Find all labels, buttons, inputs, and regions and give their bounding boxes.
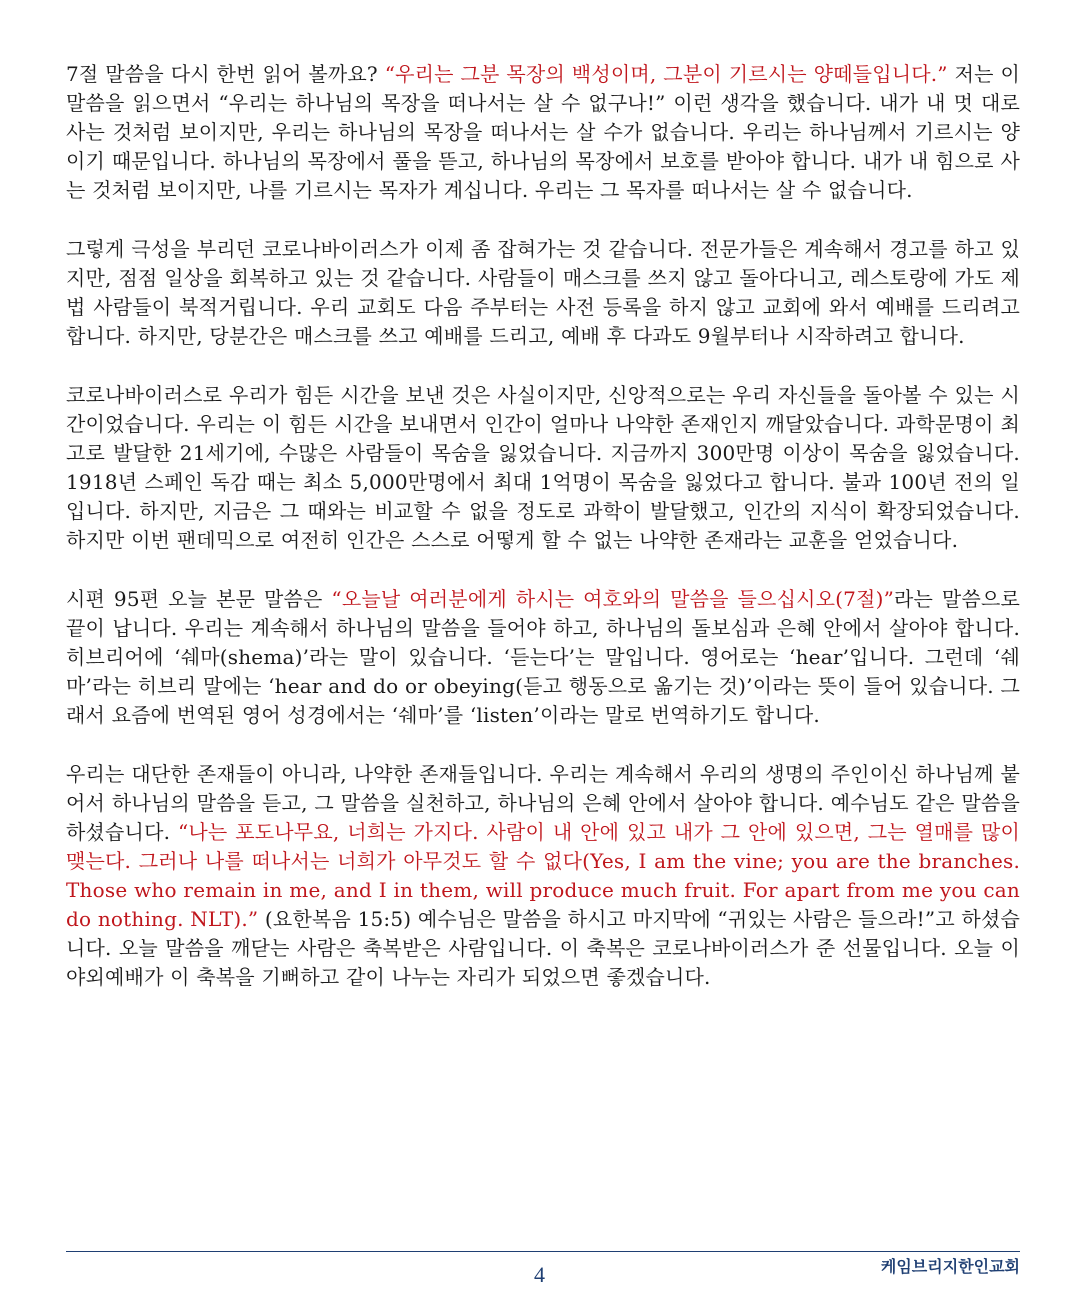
paragraph-4 [66,585,1020,730]
paragraph-text: (요한복음 15:5) 예수님은 말씀을 하시고 마지막에 “귀있는 사람은 들으라!”고 하셨습니다. 오늘 말씀을 깨닫는 사람은 축복받은 사람입니다. 이 축복은 코로나바이러스가 준 선물입니다. 오늘 이 야외예배가 이 축복을 기뻐하고 같이 나누는 자리가 되었으면 좋겠습니다. [66,907,1020,989]
paragraph-text: 그렇게 극성을 부리던 코로나바이러스가 이제 좀 잡혀가는 것 같습니다. 전문가들은 계속해서 경고를 하고 있지만, 점점 일상을 회복하고 있는 것 같습니다. 사람들이 매스크를 쓰지 않고 돌아다니고, 레스토랑에 가도 제법 사람들이 북적거립니다. 우리 교회도 다음 주부터는 사전 등록을 하지 않고 교회에 와서 예배를 드리려고 합니다. 하지만, 당분간은 매스크를 쓰고 예배를 드리고, 예배 후 다과도 9월부터나 시작하려고 합니다. [66,237,1020,348]
paragraph-text: 코로나바이러스로 우리가 힘든 시간을 보낸 것은 사실이지만, 신앙적으로는 우리 자신들을 돌아볼 수 있는 시간이었습니다. 우리는 이 힘든 시간을 보내면서 인간이 얼마나 나약한 존재인지 깨달았습니다. 과학문명이 최고로 발달한 21세기에, 수많은 사람들이 목숨을 잃었습니다. 지금까지 300만명 이상이 목숨을 잃었습니다. 1918년 스페인 독감 때는 최소 5,000만명에서 최대 1억명이 목숨을 잃었다고 합니다. 불과 100년 전의 일입니다. 하지만, 지금은 그 때와는 비교할 수 없을 정도로 과학이 발달했고, 인간의 지식이 확장되었습니다. 하지만 이번 팬데믹으로 여전히 인간은 스스로 어떻게 할 수 없는 나약한 존재라는 교훈을 얻었습니다. [66,383,1020,552]
scripture-quote: “오늘날 여러분에게 하시는 여호와의 말씀을 들으십시오(7절)” [331,587,895,611]
paragraph-text: 저는 이 말씀을 읽으면서 “우리는 하나님의 목장을 떠나서는 살 수 없구나!” 이런 생각을 했습니다. 내가 내 멋 대로 사는 것처럼 보이지만, 우리는 하나님의 목장을 떠나서는 살 수가 없습니다. 우리는 하나님께서 기르시는 양이기 때문입니다. 하나님의 목장에서 풀을 뜯고, 하나님의 목장에서 보호를 받아야 합니다. 내가 내 힘으로 사는 것처럼 보이지만, 나를 기르시는 목자가 계십니다. 우리는 그 목자를 떠나서는 살 수 없습니다. [66,62,1020,202]
document-body [66,60,1020,1022]
paragraph-text: 우리는 대단한 존재들이 아니라, 나약한 존재들입니다. 우리는 계속해서 우리의 생명의 주인이신 하나님께 붙어서 하나님의 말씀을 듣고, 그 말씀을 실천하고, 하나님의 은혜 안에서 살아야 합니다. 예수님도 같은 말씀을 하셨습니다. [66,762,1020,844]
paragraph-5 [66,760,1020,992]
scripture-quote: “우리는 그분 목장의 백성이며, 그분이 기르시는 양떼들입니다.” [384,62,948,86]
paragraph-text: 라는 말씀으로 끝이 납니다. 우리는 계속해서 하나님의 말씀을 들어야 하고, 하나님의 돌보심과 은혜 안에서 살아야 합니다. 히브리어에 ‘쉐마(shema)’라는 말이 있습니다. ‘듣는다’는 말입니다. 영어로는 ‘hear’입니다. 그런데 ‘쉐마’라는 히브리 말에는 ‘hear and do or obeying(듣고 행동으로 옮기는 것)’이라는 뜻이 들어 있습니다. 그래서 요즘에 번역된 영어 성경에서는 ‘쉐마’를 ‘listen’이라는 말로 번역하기도 합니다. [66,587,1021,727]
page-number: 4 [534,1262,545,1287]
paragraph-text: 시편 95편 오늘 본문 말씀은 [66,587,332,611]
scripture-quote: “나는 포도나무요, 너희는 가지다. 사람이 내 안에 있고 내가 그 안에 있으면, 그는 열매를 많이 맺는다. 그러나 나를 떠나서는 너희가 아무것도 할 수 없다(Yes, I am the vine; you are the branches. Those who remain in me, and I in them, will produce much fruit. For apart from me you can do nothing. NLT).” [66,820,1021,931]
paragraph-2 [66,235,1020,351]
church-name: 케임브리지한인교회 [880,1257,1020,1276]
paragraph-text: 7절 말씀을 다시 한번 읽어 볼까요? [66,62,385,86]
footer-divider [66,1251,1020,1252]
paragraph-3 [66,381,1020,555]
paragraph-1 [66,60,1020,205]
